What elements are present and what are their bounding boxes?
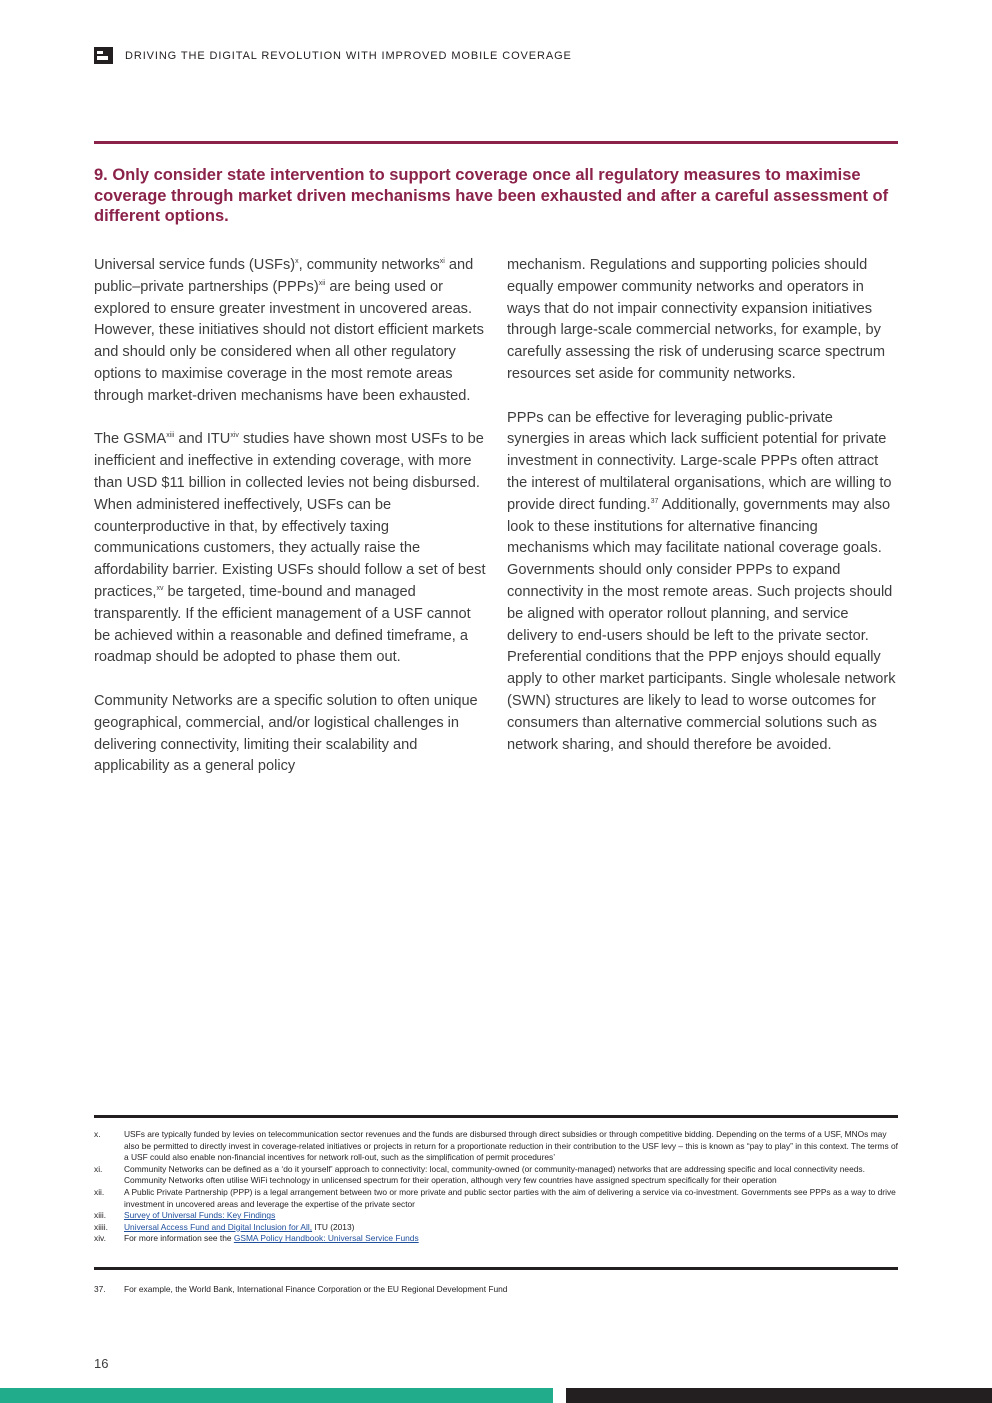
- endnotes-rule: [94, 1267, 898, 1270]
- paragraph-usf-intro: Universal service funds (USFs)$^x$, community networks$^{xi}$ and public–private partnerships (PPPs)$^{xii}$ are being used or explored to ensure greater investment in uncovered areas. However, these initiatives should not distort efficient markets and should only be considered when all other regulatory options to maximise coverage in the most remote areas through market-driven mechanisms have been exhausted.: [94, 257, 484, 404]
- document-logo-icon: [94, 47, 113, 64]
- endnote: 37. For example, the World Bank, International Finance Corporation or the EU Regional Development Fund: [94, 1284, 508, 1294]
- header-title: DRIVING THE DIGITAL REVOLUTION WITH IMPROVED MOBILE COVERAGE: [125, 49, 572, 62]
- footnote-ref[interactable]: xii: [318, 279, 326, 287]
- paragraph-community-networks: Community Networks are a specific solution to often unique geographical, commercial, and/or logistical challenges in delivering connectivity, limiting their scalability and applicability as a general policy: [94, 692, 478, 775]
- footnote-ref[interactable]: x: [295, 258, 299, 265]
- footnote: xii. A Public Private Partnership (PPP) is a legal arrangement between two or more private and public sector parties with the aim of delivering a service via co-investment. Governments see PPPs as a way to drive investment in uncovered areas and leverage the expertise of the private sector: [94, 1186, 896, 1209]
- survey-link[interactable]: Survey of Universal Funds: Key Findings: [124, 1210, 276, 1221]
- page-header: [94, 47, 572, 64]
- itu-report-link[interactable]: Universal Access Fund and Digital Inclusion for All,: [124, 1221, 313, 1232]
- footnote: xi. Community Networks can be defined as a ‘do it yourself’ approach to connectivity: local, community-owned (or community-managed) networks that are addressing specific and local connectivity needs. Community Networks often utilise WiFi technology in unlicensed spectrum for their operation, although very few countries have assigned spectrum specifically for their operation: [94, 1163, 865, 1186]
- footnote-ref[interactable]: xv: [156, 584, 164, 592]
- footnote-ref[interactable]: xi: [439, 258, 445, 265]
- paragraph-usf-studies: The GSMA$^{xiii}$ and ITU$^{xiv}$ studies have shown most USFs to be inefficient and ineffective in extending coverage, with more than USD $11 billion in collected levies not being disbursed. When administered ineffectively, USFs can be counterproductive in that, by effectively taxing communications customers, they actually raise the affordability barrier. Existing USFs should follow a set of best practices,$^{xv}$ be targeted, time-bound and managed transparently. If the efficient management of a USF cannot be achieved within a reasonable and defined timeframe, a roadmap should be adopted to phase them out.: [94, 431, 486, 666]
- footnotes: [94, 1129, 898, 1245]
- heading-rule: [94, 141, 898, 144]
- footnote-ref[interactable]: xiv: [230, 432, 239, 440]
- footnotes-rule: [94, 1115, 898, 1118]
- right-column: [507, 255, 899, 778]
- page-number: 16: [94, 1356, 109, 1371]
- section-heading: 9. Only consider state intervention to support coverage once all regulatory measures to maximise coverage through market driven mechanisms have been exhausted and after a careful assessment of different options.: [94, 166, 889, 225]
- footer-bar-dark: [566, 1388, 992, 1403]
- footnote: xiiii. Universal Access Fund and Digital Inclusion for All, ITU (2013): [94, 1221, 355, 1232]
- footnote: x. USFs are typically funded by levies on telecommunication sector revenues and the funds are disbursed through direct subsidies or through competitive bidding. Depending on the terms of a USF, MNOs may also be permitted to directly invest in coverage-related initiatives or projects in return for a proportionate reduction in their contribution to the USF levy – this is known as “pay to play” in this context. The terms of a USF could also enable non-financial incentives for network roll-out, such as the simplification of permit procedures’: [94, 1129, 898, 1163]
- gsma-handbook-link[interactable]: GSMA Policy Handbook: Universal Service Funds: [233, 1233, 419, 1244]
- footnote-ref[interactable]: 37: [650, 497, 659, 505]
- footer-bar-green: [0, 1388, 553, 1403]
- paragraph-regulation: mechanism. Regulations and supporting policies should equally empower community networks and operators in ways that do not impair connectivity expansion initiatives through large-scale commercial networks, for example, by carefully assessing the risk of underusing scarce spectrum resources set aside for community networks.: [507, 257, 885, 382]
- footnote: xiv. For more information see the GSMA Policy Handbook: Universal Service Funds: [94, 1233, 419, 1244]
- paragraph-ppp: PPPs can be effective for leveraging public-private synergies in areas which lack sufficient potential for private investment in connectivity. Large-scale PPPs often attract the interest of multilateral organisations, which are willing to provide direct funding.$^{37}$ Additionally, governments may also look to these institutions for alternative financing mechanisms which may facilitate national coverage goals. Governments should only consider PPPs to expand connectivity in the most remote areas. Such projects should be aligned with operator rollout planning, and service delivery to end-users should be left to the private sector. Preferential conditions that the PPP enjoys should equally apply to other market participants. Single wholesale network (SWN) structures are likely to lead to worse outcomes for consumers than alternative commercial solutions such as network sharing, and should therefore be avoided.: [507, 409, 896, 753]
- footnote: xiii. Survey of Universal Funds: Key Findings: [94, 1210, 276, 1221]
- left-column: [94, 255, 486, 800]
- footnote-ref[interactable]: xiii: [166, 432, 175, 440]
